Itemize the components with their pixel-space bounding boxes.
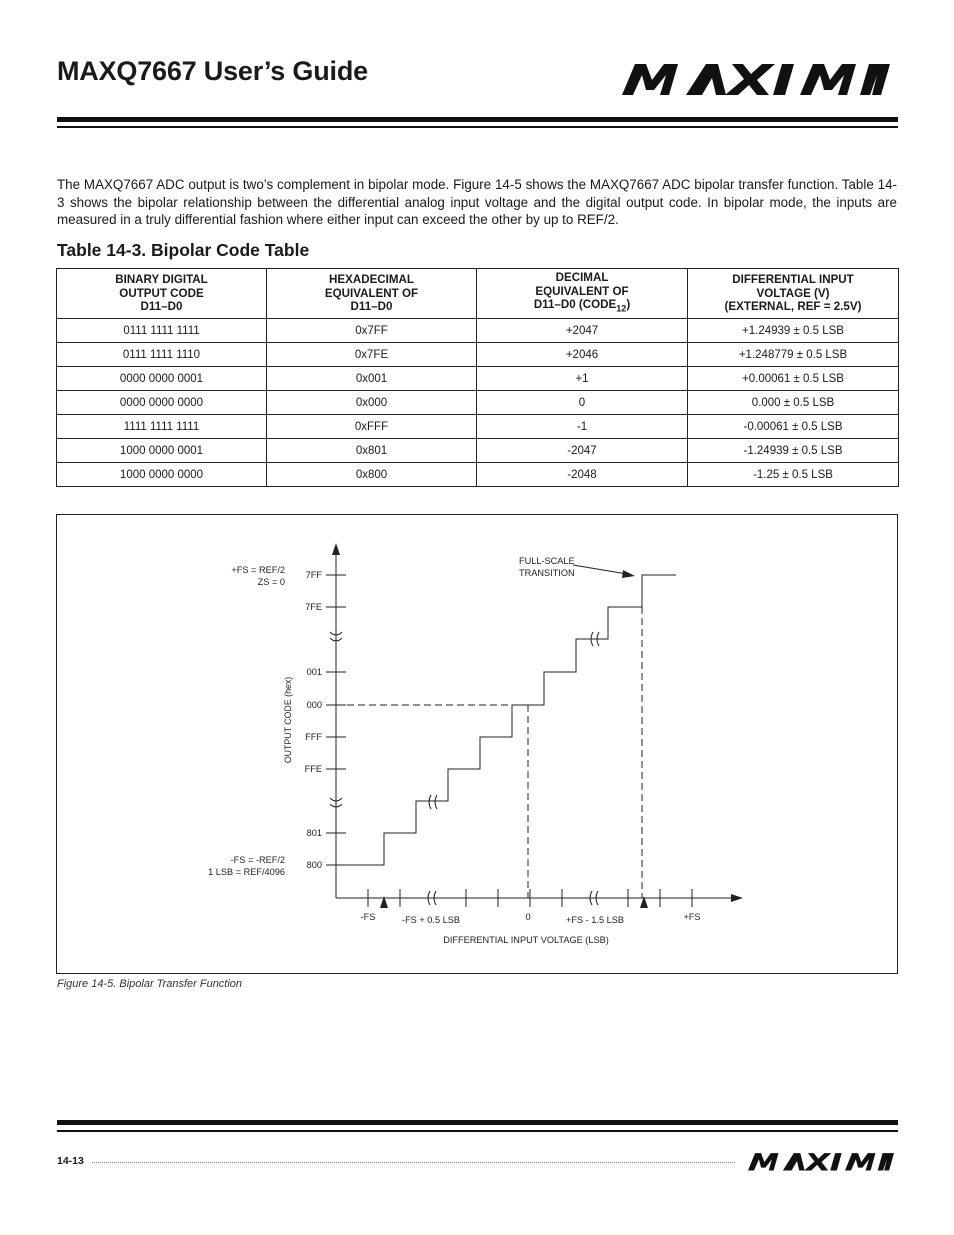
annotation-arrowhead (622, 570, 635, 578)
figure-frame (56, 514, 898, 974)
voltage-cell: -1.25 ± 0.5 LSB (688, 463, 899, 487)
hex-cell: 0x000 (267, 391, 477, 415)
binary-cell: 0000 0000 0001 (57, 367, 267, 391)
hex-cell: 0x001 (267, 367, 477, 391)
table-row (57, 319, 899, 343)
hex-cell: 0x7FE (267, 343, 477, 367)
bottom-note-line: 1 LSB = REF/4096 (208, 867, 285, 877)
x-tick-label: 0 (525, 912, 531, 922)
x-tick-label: -FS + 0.5 LSB (402, 915, 460, 925)
footer-rule-thick (57, 1120, 898, 1125)
decimal-cell: 0 (477, 391, 688, 415)
voltage-cell: +0.00061 ± 0.5 LSB (688, 367, 899, 391)
table-title: Table 14-3. Bipolar Code Table (57, 240, 310, 260)
table-row (57, 415, 899, 439)
y-tick-label: 801 (306, 828, 322, 838)
header-rule-thin (57, 126, 898, 128)
y-axis-title: OUTPUT CODE (hex) (283, 676, 293, 764)
voltage-cell: +1.248779 ± 0.5 LSB (688, 343, 899, 367)
hex-cell: 0xFFF (267, 415, 477, 439)
voltage-cell: -0.00061 ± 0.5 LSB (688, 415, 899, 439)
y-tick-label: 7FF (305, 570, 322, 580)
x-axis-title: DIFFERENTIAL INPUT VOLTAGE (LSB) (443, 935, 609, 945)
bottom-note-line: -FS = -REF/2 (230, 855, 285, 865)
voltage-cell: 0.000 ± 0.5 LSB (688, 391, 899, 415)
column-header-hex: HEXADECIMAL EQUIVALENT OF D11–D0 (267, 269, 477, 319)
y-axis-arrow (332, 543, 340, 555)
y-tick-label: 000 (306, 700, 322, 710)
y-tick-label: FFE (304, 764, 322, 774)
x-tick-label: -FS (360, 912, 376, 922)
y-tick-label: FFF (305, 732, 322, 742)
decimal-cell: -2047 (477, 439, 688, 463)
binary-cell: 1000 0000 0001 (57, 439, 267, 463)
binary-cell: 0000 0000 0000 (57, 391, 267, 415)
binary-cell: 1000 0000 0000 (57, 463, 267, 487)
header-rule-thick (57, 117, 898, 122)
decimal-cell: -1 (477, 415, 688, 439)
voltage-cell: -1.24939 ± 0.5 LSB (688, 439, 899, 463)
figure-caption: Figure 14-5. Bipolar Transfer Function (57, 978, 243, 990)
hex-cell: 0x801 (267, 439, 477, 463)
column-header-voltage: DIFFERENTIAL INPUT VOLTAGE (V) (EXTERNAL, REF = 2.5V) (688, 269, 899, 319)
page-number: 14-13 (57, 1155, 84, 1167)
y-tick-label: 001 (306, 667, 322, 677)
voltage-cell: +1.24939 ± 0.5 LSB (688, 319, 899, 343)
maxim-logo (622, 62, 890, 96)
bipolar-code-table (56, 268, 899, 487)
footer-rule-thin (57, 1130, 898, 1132)
transfer-staircase (336, 575, 676, 865)
column-header-binary: BINARY DIGITAL OUTPUT CODE D11–D0 (57, 269, 267, 319)
table-header-row (57, 269, 899, 319)
decimal-cell: +2047 (477, 319, 688, 343)
binary-cell: 0111 1111 1111 (57, 319, 267, 343)
table-row (57, 367, 899, 391)
table-row (57, 343, 899, 367)
annotation-line: TRANSITION (519, 568, 575, 578)
annotation-line: FULL-SCALE (519, 556, 575, 566)
top-note-line: +FS = REF/2 (231, 565, 285, 575)
table-row (57, 391, 899, 415)
x-tick-label: +FS - 1.5 LSB (566, 915, 624, 925)
y-tick-label: 800 (306, 860, 322, 870)
maxim-logo-graphic (748, 1152, 894, 1171)
table-row (57, 463, 899, 487)
hex-cell: 0x7FF (267, 319, 477, 343)
x-tick-label: +FS (683, 912, 701, 922)
page-title: MAXQ7667 User’s Guide (57, 56, 368, 86)
y-tick-label: 7FE (305, 602, 322, 612)
bipolar-transfer-diagram (57, 515, 897, 973)
x-axis-arrow (731, 894, 743, 902)
top-note-line: ZS = 0 (257, 577, 285, 587)
hex-cell: 0x800 (267, 463, 477, 487)
binary-cell: 0111 1111 1110 (57, 343, 267, 367)
intro-paragraph: The MAXQ7667 ADC output is two’s complement in bipolar mode. Figure 14-5 shows the MAXQ7667 ADC bipolar transfer function. Table 14-3 shows the bipolar relationship between the differential analog input voltage and the digital output code. In bipolar mode, the inputs are measured in a truly differential fashion where either input can exceed the other by up to REF/2. (57, 177, 897, 227)
decimal-cell: +1 (477, 367, 688, 391)
table-row (57, 439, 899, 463)
column-header-decimal: DECIMAL EQUIVALENT OF D11–D0 $(CODE_{12})$ (477, 269, 688, 319)
decimal-cell: -2048 (477, 463, 688, 487)
decimal-cell: +2046 (477, 343, 688, 367)
binary-cell: 1111 1111 1111 (57, 415, 267, 439)
maxim-logo-graphic (622, 62, 890, 96)
footer-maxim-logo (748, 1152, 894, 1171)
footer-dotted-leader (92, 1162, 735, 1163)
